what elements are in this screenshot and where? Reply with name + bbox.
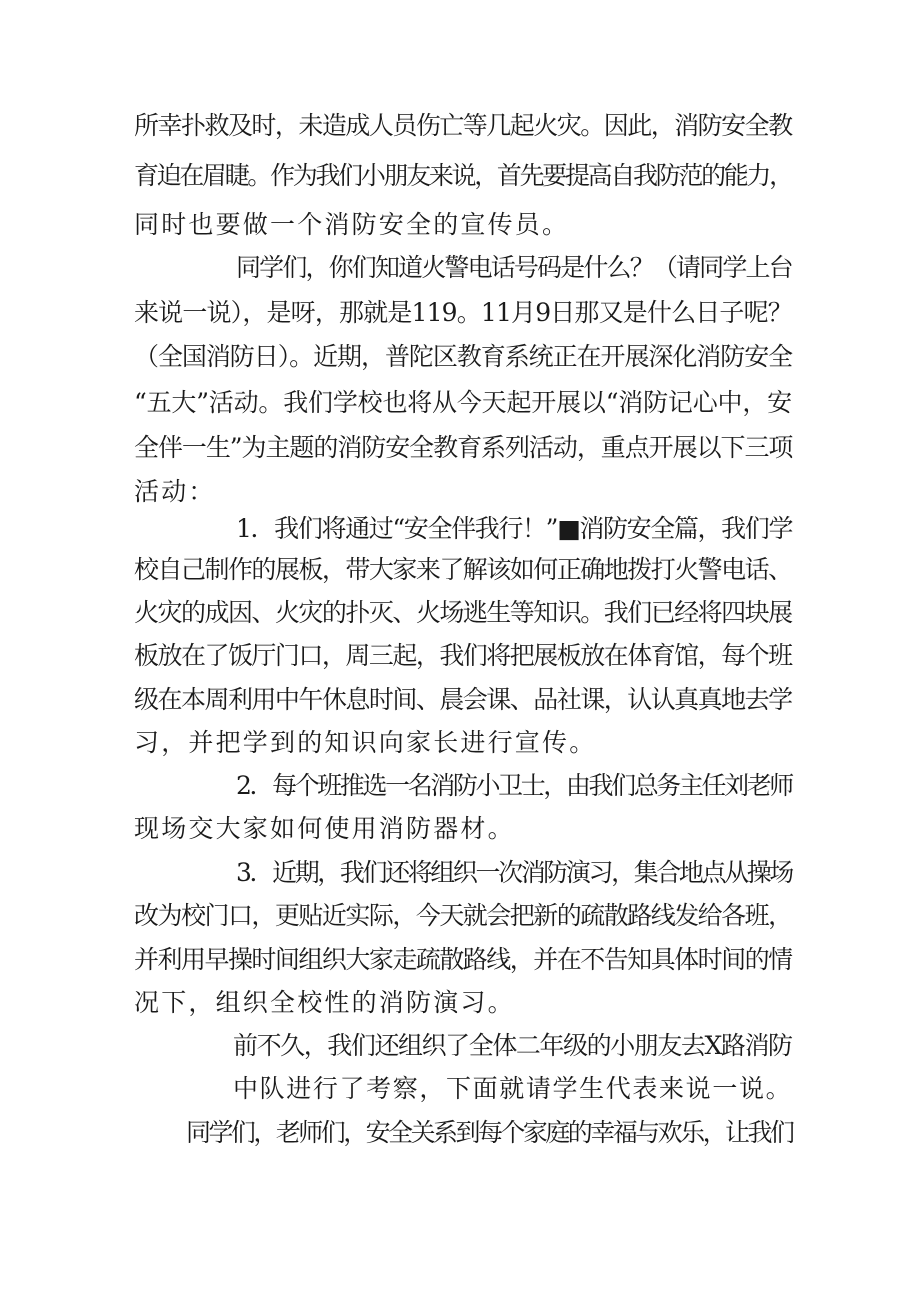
text-line: 同学们，老师们，安全关系到每个家庭的幸福与欢乐，让我们 (186, 1118, 793, 1147)
text-line: 来说一说），是呀，那就是119。11月9日那又是什么日子呢？ (134, 298, 792, 327)
text-line: 改为校门口，更贴近实际，今天就会把新的疏散路线发给各班， (134, 901, 792, 930)
text-line: 2．每个班推选一名消防小卫士，由我们总务主任刘老师 (236, 771, 792, 800)
text-line: 并利用早操时间组织大家走疏散路线，并在不告知具体时间的情 (134, 945, 792, 974)
text-line: 育迫在眉睫。作为我们小朋友来说，首先要提高自我防范的能力， (134, 161, 792, 190)
text-line: 级在本周利用中午休息时间、晨会课、品社课，认认真真地去学 (134, 685, 792, 714)
text-line: 习，并把学到的知识向家长进行宣传。 (134, 728, 597, 757)
text-line: 同时也要做一个消防安全的宣传员。 (134, 210, 570, 239)
text-line: 所幸扑救及时，未造成人员伤亡等几起火灾。因此，消防安全教 (134, 111, 792, 140)
text-line: 同学们，你们知道火警电话号码是什么？（请同学上台 (236, 253, 792, 282)
text-line: “五大”活动。我们学校也将从今天起开展以“消防记心中，安 (134, 388, 792, 417)
text-line: 火灾的成因、火灾的扑灭、火场逃生等知识。我们已经将四块展 (134, 598, 792, 627)
text-line: 板放在了饭厅门口，周三起，我们将把展板放在体育馆，每个班 (134, 641, 792, 670)
text-line: 现场交大家如何使用消防器材。 (134, 814, 515, 843)
text-line: 况下，组织全校性的消防演习。 (134, 988, 515, 1017)
text-line: 3．近期，我们还将组织一次消防演习，集合地点从操场 (236, 858, 792, 887)
text-line: 校自己制作的展板，带大家来了解该如何正确地拨打火警电话、 (134, 555, 792, 584)
text-line: 前不久，我们还组织了全体二年级的小朋友去X路消防 (233, 1031, 792, 1060)
text-line: （全国消防日）。近期，普陀区教育系统正在开展深化消防安全 (134, 342, 793, 371)
text-line: 1．我们将通过“安全伴我行！”■消防安全篇，我们学 (236, 514, 793, 543)
text-line: 活动： (134, 477, 216, 506)
text-line: 中队进行了考察，下面就请学生代表来说一说。 (233, 1074, 793, 1103)
text-line: 全伴一生”为主题的消防安全教育系列活动，重点开展以下三项 (134, 433, 793, 462)
